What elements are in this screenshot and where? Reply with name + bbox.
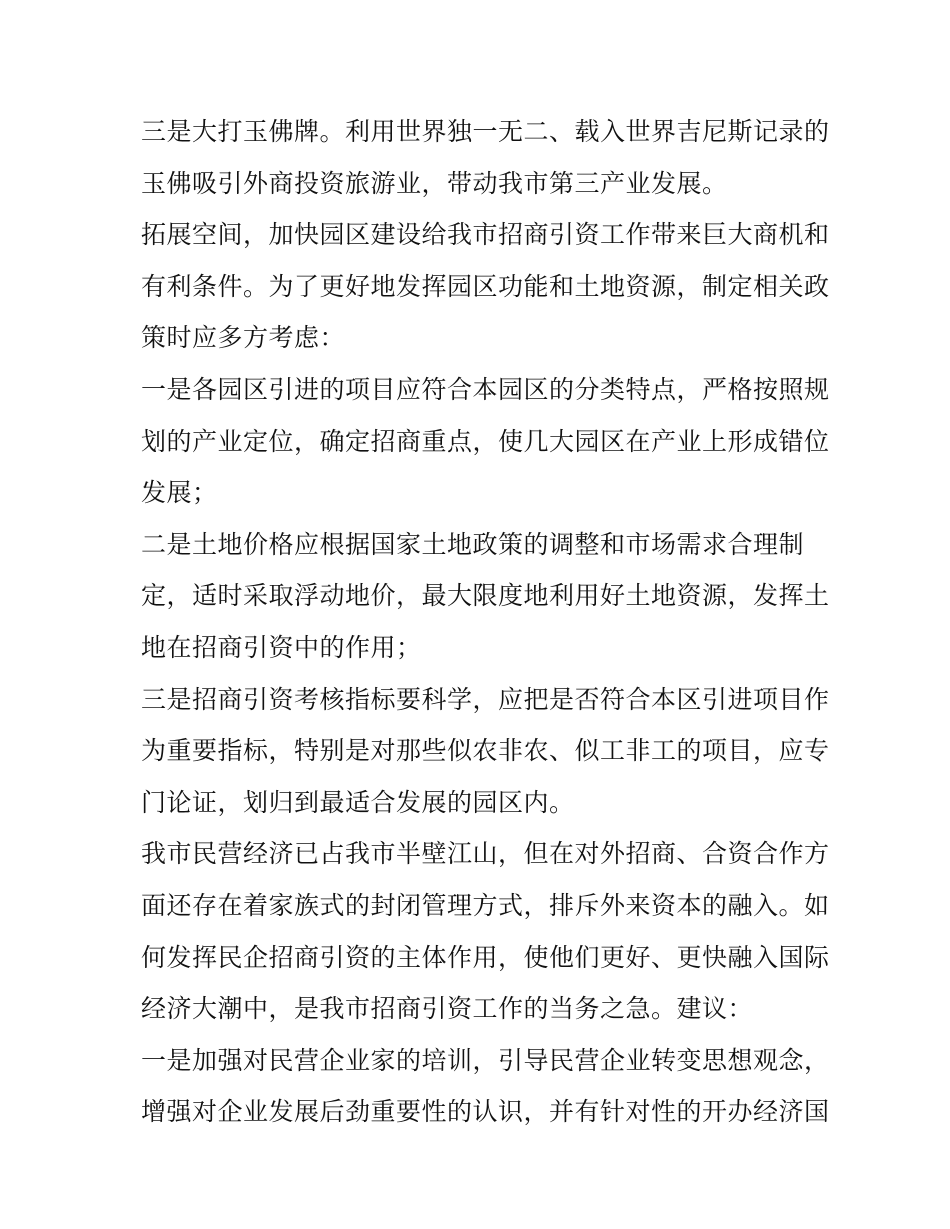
text-line: 三是大打玉佛牌。利用世界独一无二、载入世界吉尼斯记录的 [141, 117, 830, 146]
text-line: 为重要指标，特别是对那些似农非农、似工非工的项目，应专 [141, 736, 830, 766]
text-line: 增强对企业发展后劲重要性的认识，并有针对性的开办经济国 [141, 1097, 830, 1127]
text-line: 经济大潮中，是我市招商引资工作的当务之急。建议： [141, 994, 754, 1024]
text-line: 划的产业定位，确定招商重点，使几大园区在产业上形成错位 [141, 426, 830, 456]
text-line: 门论证，划归到最适合发展的园区内。 [141, 787, 575, 817]
text-line: 玉佛吸引外商投资旅游业，带动我市第三产业发展。 [141, 168, 728, 198]
text-line: 有利条件。为了更好地发挥园区功能和土地资源，制定相关政 [141, 271, 830, 301]
text-line: 三是招商引资考核指标要科学，应把是否符合本区引进项目作 [141, 684, 830, 714]
text-line: 发展； [141, 478, 218, 508]
text-line: 一是各园区引进的项目应符合本园区的分类特点，严格按照规 [141, 374, 830, 404]
text-line: 拓展空间，加快园区建设给我市招商引资工作带来巨大商机和 [141, 220, 830, 250]
text-line: 我市民营经济已占我市半壁江山，但在对外招商、合资合作方 [141, 839, 830, 869]
text-line: 策时应多方考虑： [141, 323, 346, 353]
text-line: 一是加强对民营企业家的培训，引导民营企业转变思想观念， [141, 1045, 830, 1075]
text-line: 面还存在着家族式的封闭管理方式，排斥外来资本的融入。如 [141, 890, 830, 920]
text-line: 定，适时采取浮动地价，最大限度地利用好土地资源，发挥土 [141, 581, 830, 611]
text-line: 地在招商引资中的作用； [141, 632, 422, 662]
document-body [141, 106, 830, 1138]
text-line: 二是土地价格应根据国家土地政策的调整和市场需求合理制 [141, 529, 805, 559]
text-line: 何发挥民企招商引资的主体作用，使他们更好、更快融入国际 [141, 942, 830, 972]
